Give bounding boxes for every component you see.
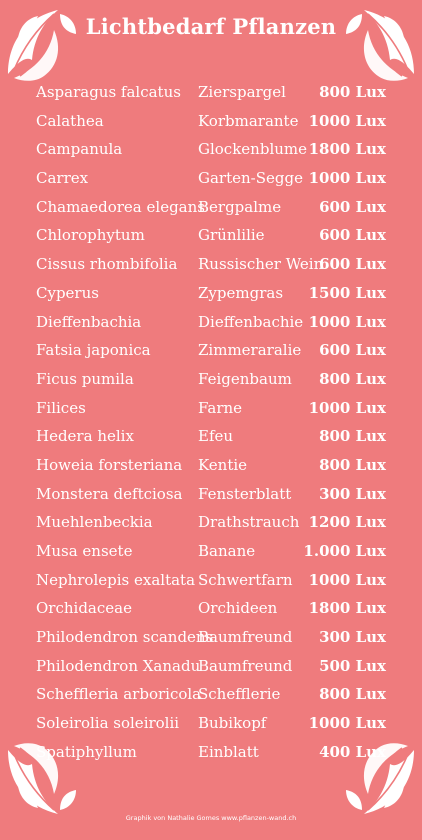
- table-row: [0, 250, 422, 279]
- latin-name: Howeia forsteriana: [36, 455, 183, 474]
- latin-name: Muehlenbeckia: [36, 513, 153, 532]
- latin-name: Cissus rhombifolia: [36, 255, 178, 274]
- latin-name: Fatsia japonica: [36, 341, 151, 360]
- german-name: Baumfreund: [198, 656, 293, 675]
- table-row: [0, 652, 422, 681]
- lux-value: 1000 Lux: [308, 398, 386, 417]
- lux-value: 400 Lux: [319, 742, 386, 761]
- latin-name: Carrex: [36, 169, 89, 188]
- plant-table: [0, 78, 422, 767]
- lux-value: 300 Lux: [319, 484, 386, 503]
- lux-value: 800 Lux: [319, 427, 386, 446]
- lux-value: 1000 Lux: [308, 312, 386, 331]
- table-row: [0, 680, 422, 709]
- lux-value: 1000 Lux: [308, 714, 386, 733]
- german-name: Russischer Wein: [198, 255, 324, 274]
- latin-name: Philodendron Xanadu: [36, 656, 201, 675]
- german-name: Dieffenbachie: [198, 312, 304, 331]
- german-name: Drathstrauch: [198, 513, 300, 532]
- lux-value: 1800 Lux: [308, 140, 386, 159]
- latin-name: Asparagus falcatus: [36, 83, 181, 101]
- german-name: Glockenblume: [198, 140, 307, 159]
- latin-name: Calathea: [36, 111, 104, 130]
- lux-value: 500 Lux: [319, 656, 386, 675]
- german-name: Bergpalme: [198, 197, 282, 216]
- latin-name: Musa ensete: [36, 542, 133, 560]
- lux-value: 1500 Lux: [308, 283, 386, 302]
- table-row: [0, 623, 422, 652]
- lux-value: 1000 Lux: [308, 169, 386, 188]
- table-row: [0, 107, 422, 136]
- latin-name: Nephrolepis exaltata: [36, 570, 196, 589]
- lux-value: 800 Lux: [319, 369, 386, 388]
- german-name: Zierspargel: [198, 83, 286, 101]
- latin-name: Monstera deftciosa: [36, 484, 183, 503]
- german-name: Banane: [198, 542, 256, 560]
- table-row: [0, 480, 422, 509]
- lux-value: 1200 Lux: [308, 513, 386, 532]
- table-row: [0, 451, 422, 480]
- lux-value: 600 Lux: [319, 197, 386, 216]
- lux-value: 600 Lux: [319, 226, 386, 245]
- table-row: [0, 508, 422, 537]
- latin-name: Scheffleria arboricola: [36, 685, 202, 704]
- table-row: [0, 78, 422, 107]
- lux-value: 600 Lux: [319, 255, 386, 274]
- table-row: [0, 738, 422, 767]
- german-name: Garten-Segge: [198, 169, 303, 188]
- german-name: Bubikopf: [198, 714, 267, 733]
- latin-name: Ficus pumila: [36, 369, 134, 388]
- german-name: Farne: [198, 398, 243, 417]
- lux-value: 1000 Lux: [308, 111, 386, 130]
- latin-name: Chlorophytum: [36, 226, 145, 245]
- table-row: [0, 279, 422, 308]
- table-row: [0, 566, 422, 595]
- german-name: Feigenbaum: [198, 369, 292, 388]
- latin-name: Orchidaceae: [36, 599, 132, 618]
- latin-name: Filices: [36, 398, 86, 417]
- german-name: Fensterblatt: [198, 484, 292, 503]
- german-name: Grünlilie: [198, 226, 265, 245]
- german-name: Orchideen: [198, 599, 278, 618]
- german-name: Kentie: [198, 455, 248, 474]
- latin-name: Campanula: [36, 140, 123, 159]
- latin-name: Hedera helix: [36, 427, 134, 446]
- latin-name: Dieffenbachia: [36, 312, 142, 331]
- lux-value: 800 Lux: [319, 685, 386, 704]
- lux-value: 1800 Lux: [308, 599, 386, 618]
- german-name: Schefflerie: [198, 685, 281, 704]
- lux-value: 1000 Lux: [308, 570, 386, 589]
- latin-name: Chamaedorea elegans: [36, 197, 205, 216]
- german-name: Schwertfarn: [198, 570, 293, 589]
- lux-value: 300 Lux: [319, 628, 386, 647]
- credit-line: Graphik von Nathalie Gomes www.pflanzen-wand.ch: [125, 814, 297, 822]
- german-name: Einblatt: [198, 742, 259, 761]
- table-row: [0, 193, 422, 222]
- lux-value: 600 Lux: [319, 341, 386, 360]
- table-row: [0, 308, 422, 337]
- table-row: [0, 537, 422, 566]
- table-row: [0, 394, 422, 423]
- lux-value: 1.000 Lux: [303, 542, 386, 560]
- table-row: [0, 164, 422, 193]
- table-row: [0, 336, 422, 365]
- german-name: Zimmeraralie: [198, 341, 302, 360]
- german-name: Baumfreund: [198, 628, 293, 647]
- german-name: Efeu: [198, 427, 234, 446]
- latin-name: Spatiphyllum: [36, 742, 137, 761]
- german-name: Zypemgras: [198, 283, 284, 302]
- table-row: [0, 135, 422, 164]
- table-row: [0, 365, 422, 394]
- lux-value: 800 Lux: [319, 83, 386, 101]
- latin-name: Philodendron scandens: [36, 628, 214, 647]
- table-row: [0, 709, 422, 738]
- german-name: Korbmarante: [198, 111, 299, 130]
- table-row: [0, 221, 422, 250]
- latin-name: Cyperus: [36, 283, 99, 302]
- lux-value: 800 Lux: [319, 455, 386, 474]
- latin-name: Soleirolia soleirolii: [36, 714, 180, 733]
- table-row: [0, 594, 422, 623]
- table-row: [0, 422, 422, 451]
- page-title: Lichtbedarf Pflanzen: [85, 14, 337, 39]
